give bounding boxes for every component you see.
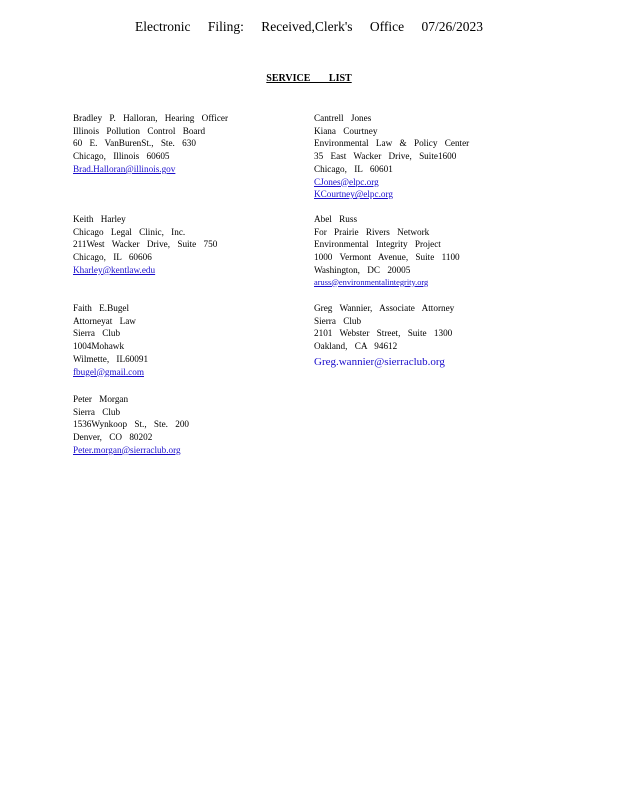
entry-harley xyxy=(73,213,217,277)
email-link[interactable]: Greg.wannier@sierraclub.org xyxy=(314,355,445,368)
entry-line: 211West Wacker Drive, Suite 750 xyxy=(73,239,218,250)
entry-wannier xyxy=(314,302,454,369)
entry-line: Cantrell Jones xyxy=(314,113,372,123)
entry-halloran xyxy=(73,112,228,176)
entry-line: Abel Russ xyxy=(314,214,358,224)
entry-line: Sierra Club xyxy=(314,315,362,326)
entry-line: Chicago, Illinois 60605 xyxy=(73,151,170,162)
entry-line: 1000 Vermont Avenue, Suite 1100 xyxy=(314,252,460,263)
entry-line: 2101 Webster Street, Suite 1300 xyxy=(314,328,453,339)
entry-line: Attorneyat Law xyxy=(73,315,136,326)
entry-line: Environmental Integrity Project xyxy=(314,239,441,250)
entry-line: Greg Wannier, Associate Attorney xyxy=(314,303,455,313)
entry-morgan xyxy=(73,393,204,457)
entry-jones-courtney xyxy=(314,112,469,201)
email-link[interactable]: Kharley@kentlaw.edu xyxy=(73,264,156,275)
entry-line: Environmental Law & Policy Center xyxy=(314,138,470,149)
entry-line: Keith Harley xyxy=(73,214,126,224)
entry-line: Sierra Club xyxy=(73,406,121,417)
entry-line: Chicago, IL 60601 xyxy=(314,163,393,174)
email-link[interactable]: aruss@environmentalintegrity.org xyxy=(314,277,429,287)
entry-bugel xyxy=(73,302,159,378)
entry-line: Wilmette, IL60091 xyxy=(73,353,149,364)
email-link[interactable]: KCourtney@elpc.org xyxy=(314,189,393,200)
entry-line: Bradley P. Halloran, Hearing Officer xyxy=(73,113,229,123)
service-list-title: SERVICE LIST xyxy=(266,73,352,84)
entry-line: Illinois Pollution Control Board xyxy=(73,125,206,136)
email-link[interactable]: fbugel@gmail.com xyxy=(73,366,144,377)
entry-line: Faith E.Bugel xyxy=(73,303,130,313)
email-link[interactable]: CJones@elpc.org xyxy=(314,176,379,187)
entry-line: Chicago Legal Clinic, Inc. xyxy=(73,226,186,237)
entry-line: Denver, CO 80202 xyxy=(73,432,153,443)
entry-line: 35 East Wacker Drive, Suite1600 xyxy=(314,151,457,162)
email-link[interactable]: Brad.Halloran@illinois.gov xyxy=(73,163,176,174)
entry-line: 1536Wynkoop St., Ste. 200 xyxy=(73,419,190,430)
entry-line: Sierra Club xyxy=(73,328,121,339)
entry-line: Kiana Courtney xyxy=(314,125,378,136)
entry-line: Oakland, CA 94612 xyxy=(314,341,398,352)
filing-stamp: Electronic Filing: Received,Clerk's Office 07/26/2023 xyxy=(135,19,483,34)
entry-russ xyxy=(314,213,466,289)
entry-line: For Prairie Rivers Network xyxy=(314,226,430,237)
email-link[interactable]: Peter.morgan@sierraclub.org xyxy=(73,444,181,455)
entry-line: Washington, DC 20005 xyxy=(314,264,411,275)
entry-line: Chicago, IL 60606 xyxy=(73,252,152,263)
entry-line: 1004Mohawk xyxy=(73,341,125,352)
entry-line: 60 E. VanBurenSt., Ste. 630 xyxy=(73,138,196,149)
entry-line: Peter Morgan xyxy=(73,394,129,404)
